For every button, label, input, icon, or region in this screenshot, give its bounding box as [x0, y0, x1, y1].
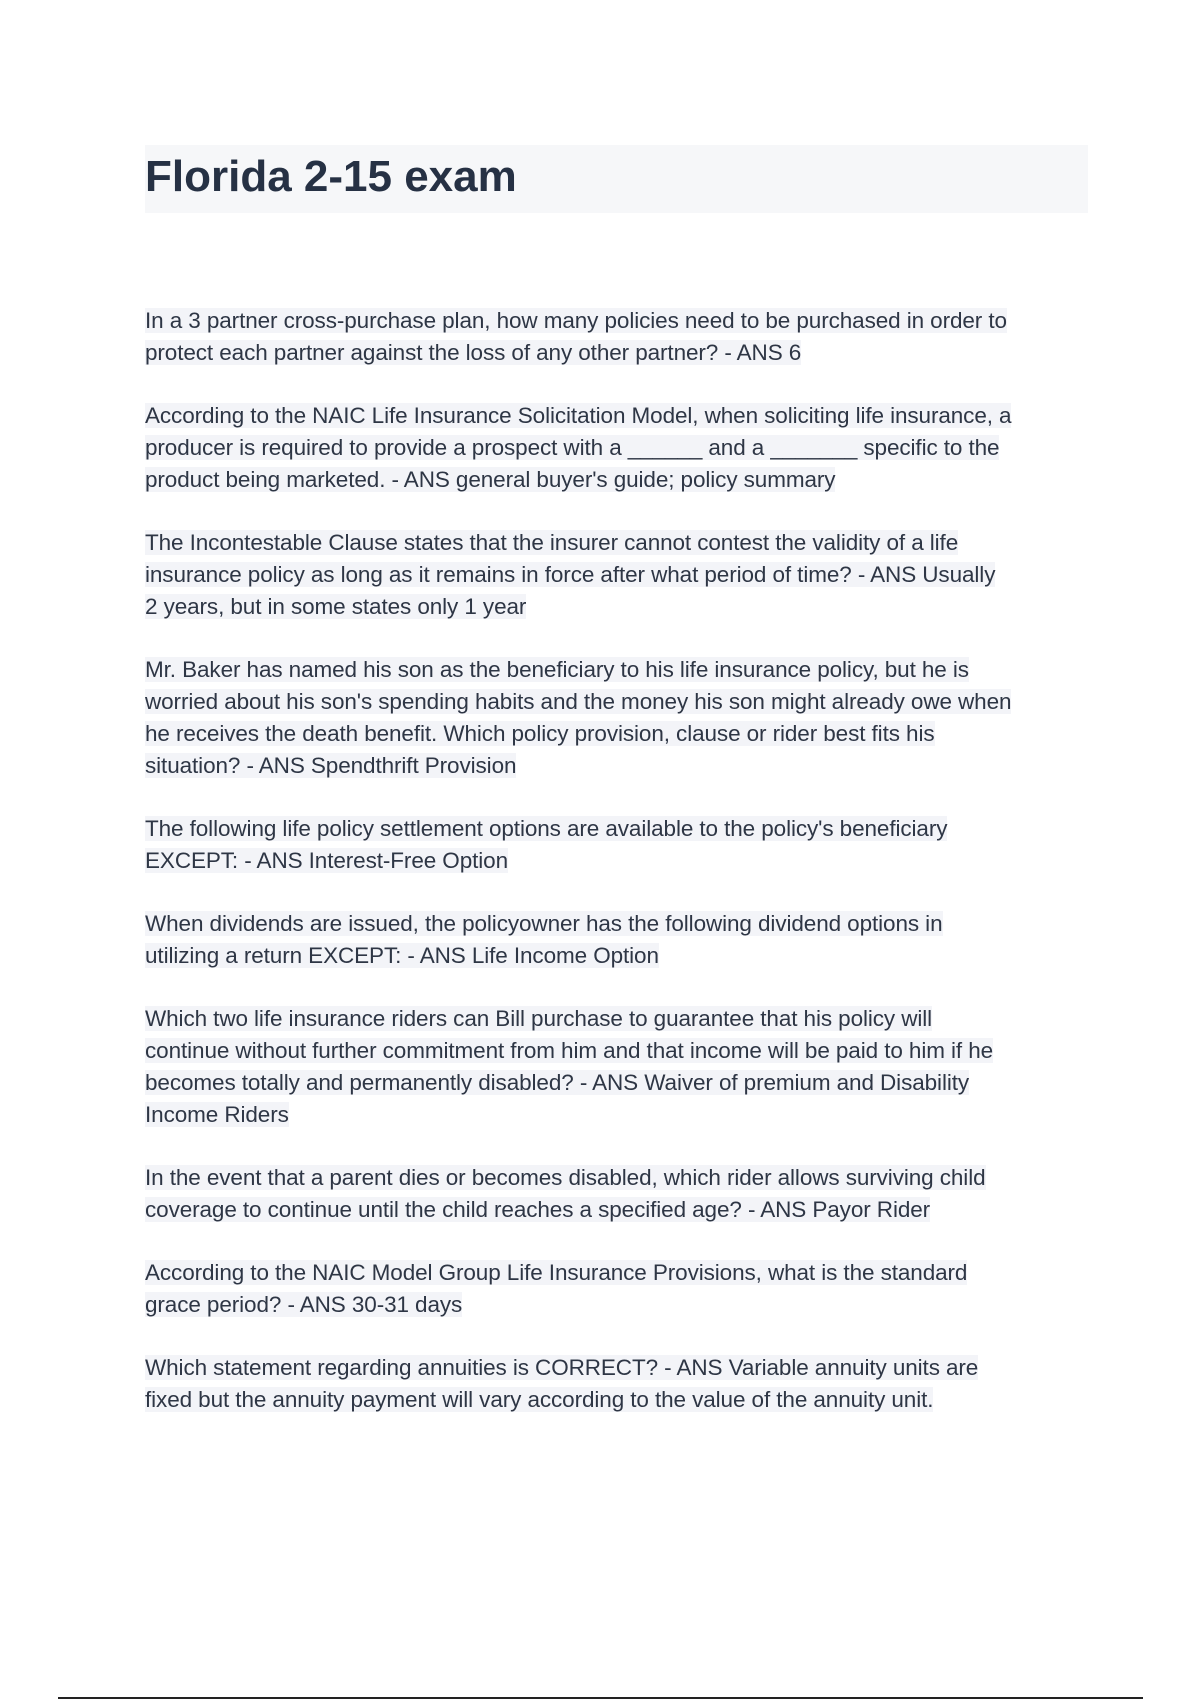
qa-line: utilizing a return EXCEPT: - ANS Life Income Option	[145, 943, 659, 968]
qa-line: product being marketed. - ANS general buyer's guide; policy summary	[145, 467, 836, 492]
qa-item	[145, 1003, 1095, 1131]
qa-line: In a 3 partner cross-purchase plan, how many policies need to be purchased in order to	[145, 308, 1007, 333]
qa-line: When dividends are issued, the policyowner has the following dividend options in	[145, 911, 943, 936]
qa-line: 2 years, but in some states only 1 year	[145, 594, 527, 619]
qa-line: fixed but the annuity payment will vary according to the value of the annuity unit.	[145, 1387, 934, 1412]
qa-line: producer is required to provide a prospect with a ______ and a _______ specific to the	[145, 435, 1000, 460]
title-block	[145, 145, 1088, 213]
qa-line: Mr. Baker has named his son as the beneficiary to his life insurance policy, but he is	[145, 657, 969, 682]
qa-line: continue without further commitment from him and that income will be paid to him if he	[145, 1038, 994, 1063]
qa-item	[145, 1257, 1095, 1321]
qa-line: he receives the death benefit. Which policy provision, clause or rider best fits his	[145, 721, 935, 746]
qa-line: According to the NAIC Life Insurance Solicitation Model, when soliciting life insurance, a	[145, 403, 1012, 428]
qa-item	[145, 1352, 1095, 1416]
qa-line: coverage to continue until the child reaches a specified age? - ANS Payor Rider	[145, 1197, 931, 1222]
qa-line: The Incontestable Clause states that the insurer cannot contest the validity of a life	[145, 530, 959, 555]
qa-item	[145, 908, 1095, 972]
qa-line: The following life policy settlement options are available to the policy's beneficiary	[145, 816, 948, 841]
qa-item	[145, 527, 1095, 623]
qa-line: In the event that a parent dies or becomes disabled, which rider allows surviving child	[145, 1165, 986, 1190]
qa-line: Which two life insurance riders can Bill purchase to guarantee that his policy will	[145, 1006, 933, 1031]
qa-line: becomes totally and permanently disabled? - ANS Waiver of premium and Disability	[145, 1070, 970, 1095]
page-title: Florida 2-15 exam	[145, 152, 517, 201]
qa-item	[145, 400, 1095, 496]
qa-line: According to the NAIC Model Group Life Insurance Provisions, what is the standard	[145, 1260, 968, 1285]
qa-line: EXCEPT: - ANS Interest-Free Option	[145, 848, 508, 873]
qa-line: worried about his son's spending habits and the money his son might already owe when	[145, 689, 1012, 714]
qa-line: protect each partner against the loss of any other partner? - ANS 6	[145, 340, 802, 365]
qa-line: Which statement regarding annuities is CORRECT? - ANS Variable annuity units are	[145, 1355, 979, 1380]
qa-item	[145, 1162, 1095, 1226]
footer-rule	[58, 1697, 1143, 1699]
qa-item	[145, 654, 1095, 782]
qa-item	[145, 813, 1095, 877]
qa-item	[145, 305, 1095, 369]
qa-line: Income Riders	[145, 1102, 289, 1127]
qa-line: insurance policy as long as it remains in force after what period of time? - ANS Usually	[145, 562, 996, 587]
qa-line: grace period? - ANS 30-31 days	[145, 1292, 463, 1317]
qa-list	[145, 305, 1095, 1447]
qa-line: situation? - ANS Spendthrift Provision	[145, 753, 517, 778]
